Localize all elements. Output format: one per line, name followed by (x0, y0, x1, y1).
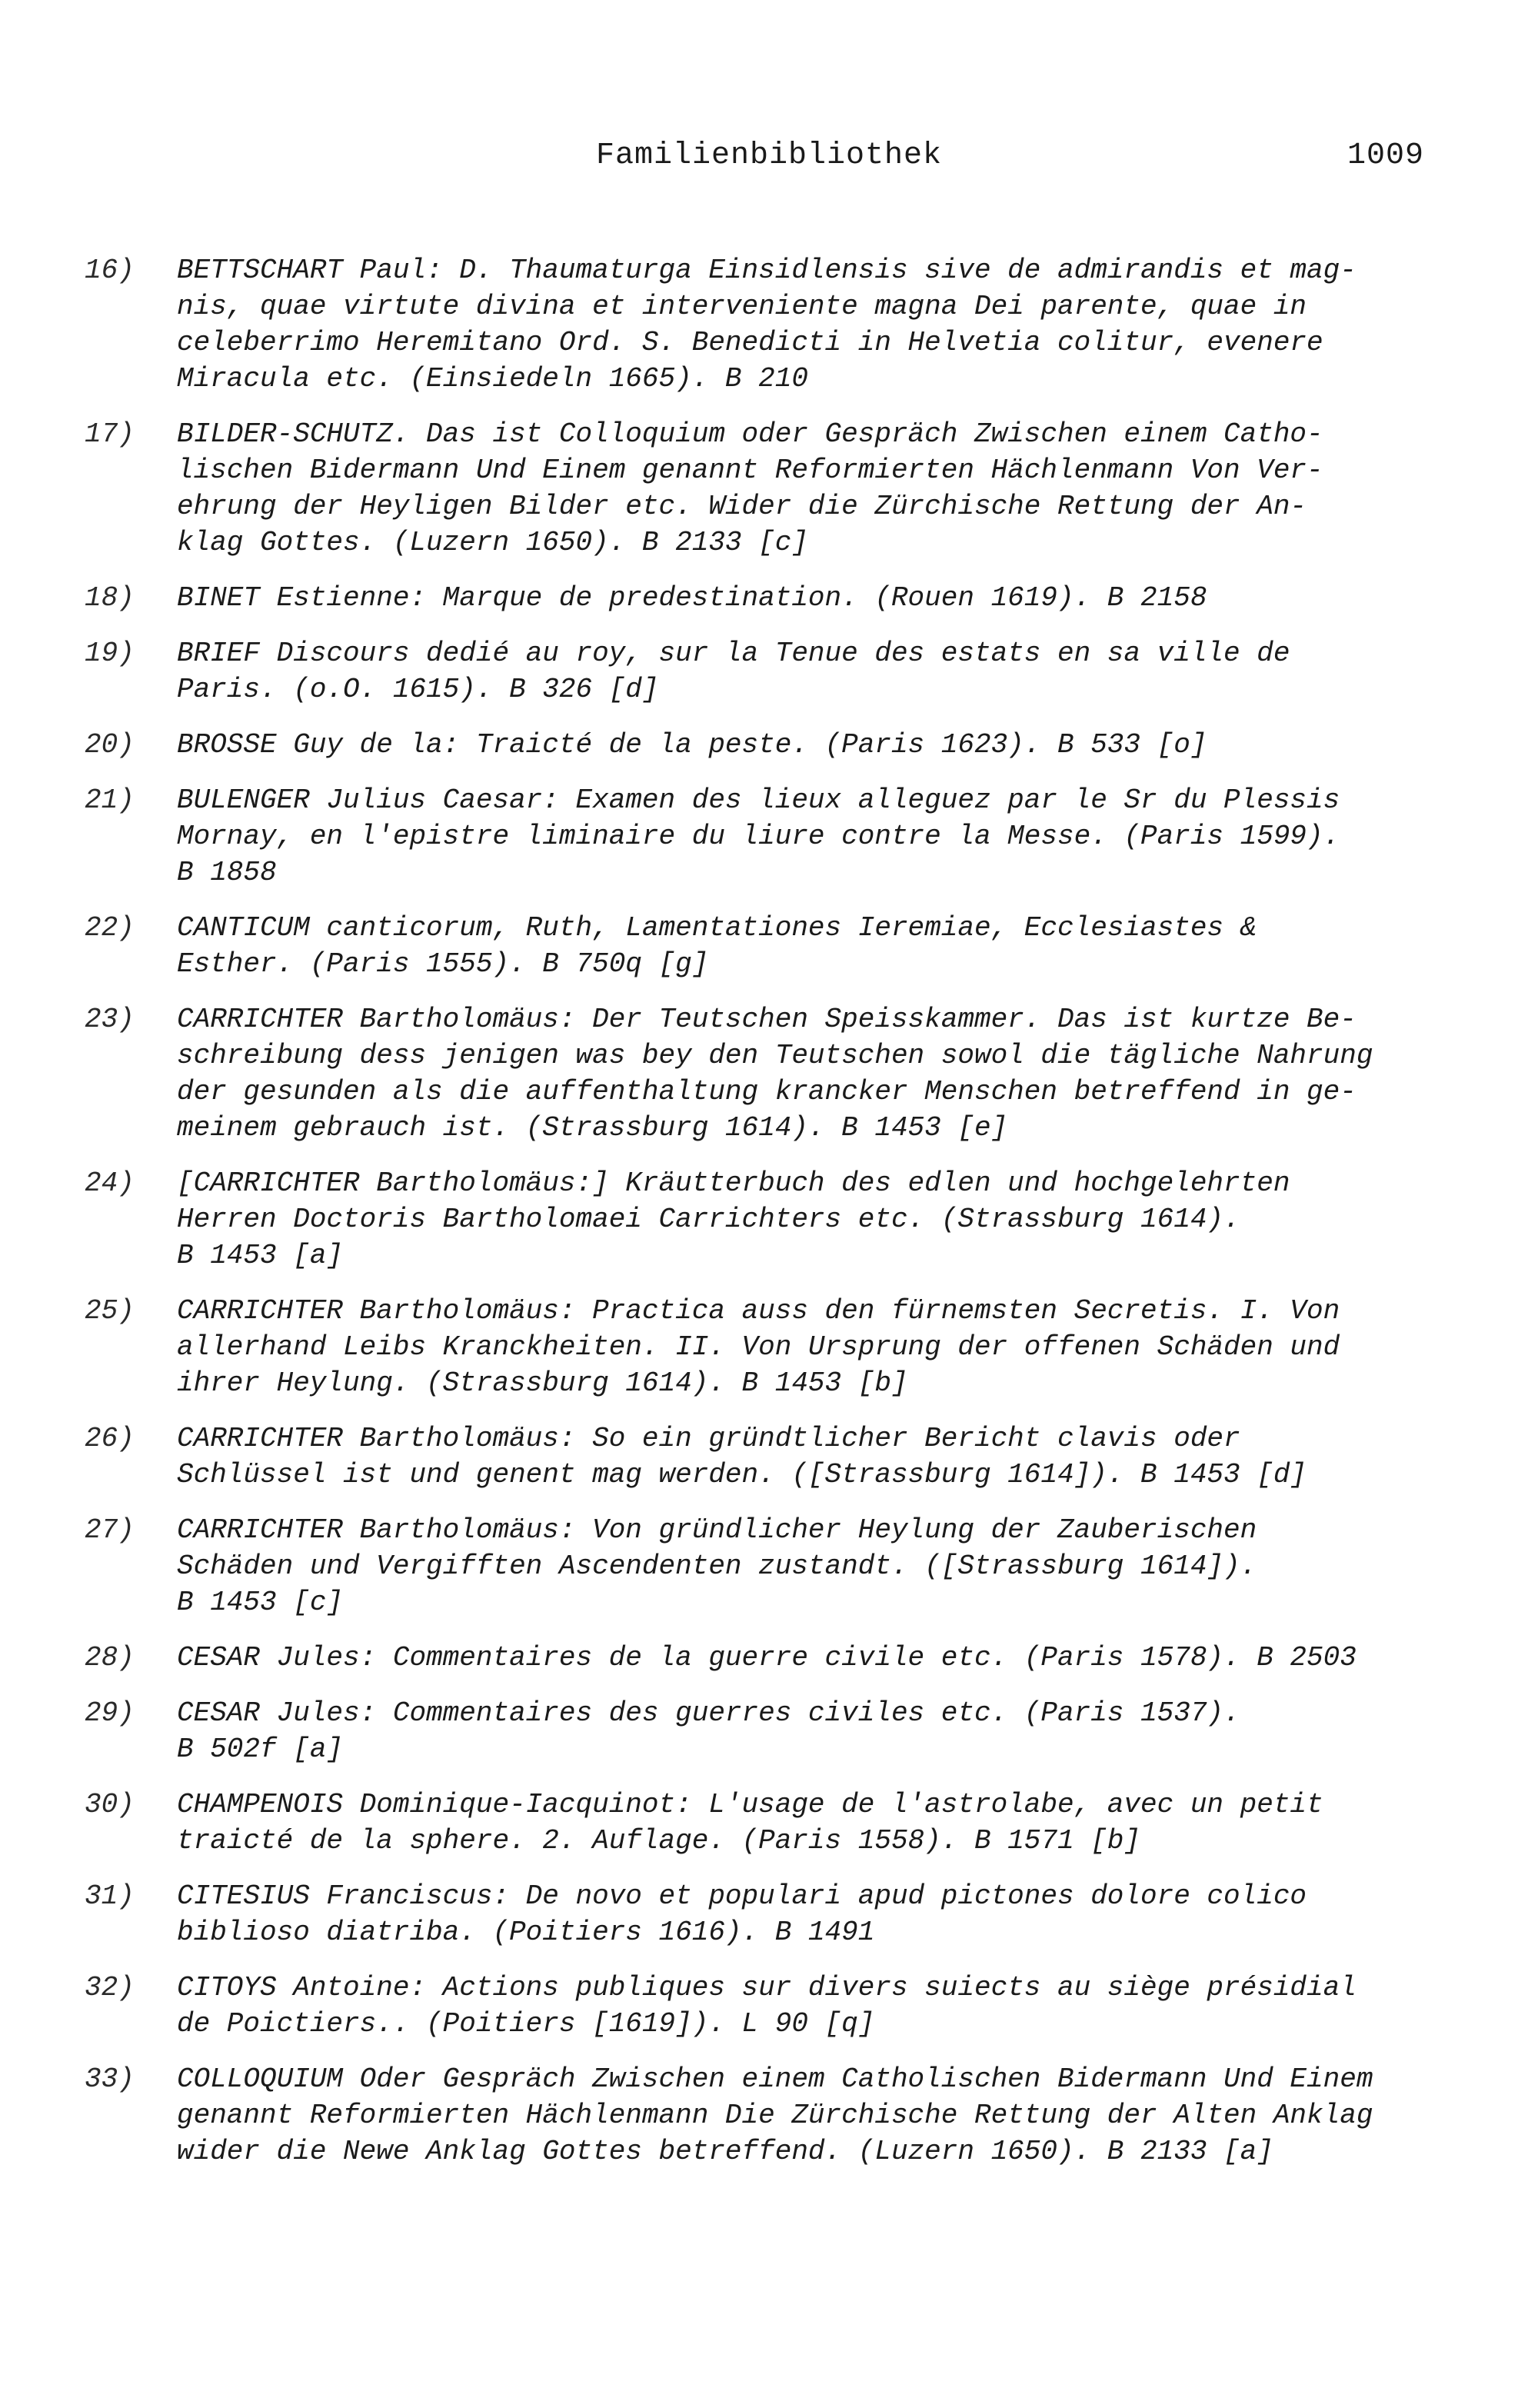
bibliography-entry (85, 580, 1438, 616)
entry-text: COLLOQUIUM Oder Gespräch Zwischen einem Catholischen Bidermann Und Einem genannt Reformierten Hächlenmann Die Zürchische Rettung der Alten Anklag wider die Newe Anklag Gottes betreffend. (Luzern 1650). B 2133 [a] (177, 2063, 1373, 2167)
entry-text: CARRICHTER Bartholomäus: Der Teutschen Speisskammer. Das ist kurtze Be- schreibung dess jenigen was bey den Teutschen sowol die tägliche Nahrung der gesunden als die auffenthaltung krancker Menschen betreffend in ge- meinem gebrauch ist. (Strassburg 1614). B 1453 [e] (177, 1004, 1373, 1144)
entry-text: BETTSCHART Paul: D. Thaumaturga Einsidlensis sive de admirandis et mag- nis, quae virtute divina et interveniente magna Dei parente, quae in celeberrimo Heremitano Ord. S. Benedicti in Helvetia colitur, evenere Miracula etc. (Einsiedeln 1665). B 210 (177, 255, 1357, 395)
entry-text: CANTICUM canticorum, Ruth, Lamentationes Ieremiae, Ecclesiastes & Esther. (Paris 1555). B 750q [g] (177, 912, 1257, 980)
entry-text: CESAR Jules: Commentaires des guerres civiles etc. (Paris 1537). B 502f [a] (177, 1697, 1240, 1765)
entry-number: 27) (85, 1514, 135, 1546)
entry-text: CITESIUS Franciscus: De novo et populari apud pictones dolore colico biblioso diatriba. (Poitiers 1616). B 1491 (177, 1880, 1307, 1948)
bibliography-entry (85, 635, 1438, 708)
page-header (0, 138, 1538, 185)
entry-text: BROSSE Guy de la: Traicté de la peste. (Paris 1623). B 533 [o] (177, 729, 1207, 761)
bibliography-entry (85, 2061, 1438, 2170)
entry-number: 23) (85, 1004, 135, 1035)
bibliography-entry (85, 1878, 1438, 1950)
entry-number: 30) (85, 1789, 135, 1820)
entry-text: CARRICHTER Bartholomäus: So ein gründtlicher Bericht clavis oder Schlüssel ist und genent mag werden. ([Strassburg 1614]). B 1453 [d] (177, 1423, 1307, 1490)
bibliography-entry (85, 252, 1438, 397)
bibliography-entry (85, 1640, 1438, 1676)
entry-text: BULENGER Julius Caesar: Examen des lieux alleguez par le Sr du Plessis Mornay, en l'epistre liminaire du liure contre la Messe. (Paris 1599). B 1858 (177, 784, 1340, 888)
entry-number: 28) (85, 1642, 135, 1674)
entry-text: CHAMPENOIS Dominique-Iacquinot: L'usage de l'astrolabe, avec un petit traicté de la sphere. 2. Auflage. (Paris 1558). B 1571 [b] (177, 1789, 1323, 1857)
bibliography-entry (85, 1001, 1438, 1146)
entry-number: 17) (85, 418, 135, 450)
entry-number: 25) (85, 1295, 135, 1327)
entry-number: 32) (85, 1972, 135, 2003)
entry-text: CARRICHTER Bartholomäus: Von gründlicher Heylung der Zauberischen Schäden und Vergifften Ascendenten zustandt. ([Strassburg 1614]). B 1453 [c] (177, 1514, 1257, 1618)
entry-number: 33) (85, 2063, 135, 2095)
entry-number: 18) (85, 582, 135, 614)
bibliography-list (85, 252, 1438, 2189)
page-number: 1009 (1347, 138, 1424, 173)
bibliography-entry (85, 416, 1438, 561)
entry-number: 16) (85, 255, 135, 286)
bibliography-entry (85, 1512, 1438, 1620)
bibliography-entry (85, 727, 1438, 763)
running-title: Familienbibliothek (595, 138, 943, 173)
entry-number: 21) (85, 784, 135, 816)
bibliography-entry (85, 1165, 1438, 1274)
entry-number: 19) (85, 638, 135, 669)
entry-number: 29) (85, 1697, 135, 1729)
bibliography-entry (85, 1787, 1438, 1859)
entry-number: 31) (85, 1880, 135, 1912)
entry-text: CITOYS Antoine: Actions publiques sur divers suiects au siège présidial de Poictiers.. (Poitiers [1619]). L 90 [q] (177, 1972, 1357, 2040)
entry-text: BINET Estienne: Marque de predestination. (Rouen 1619). B 2158 (177, 582, 1207, 614)
bibliography-entry (85, 1420, 1438, 1493)
bibliography-entry (85, 1293, 1438, 1401)
entry-number: 20) (85, 729, 135, 761)
bibliography-entry (85, 782, 1438, 891)
bibliography-entry (85, 1695, 1438, 1767)
entry-text: BRIEF Discours dedié au roy, sur la Tenue des estats en sa ville de Paris. (o.O. 1615). B 326 [d] (177, 638, 1290, 705)
bibliography-entry (85, 1970, 1438, 2042)
entry-text: CARRICHTER Bartholomäus: Practica auss den fürnemsten Secretis. I. Von allerhand Leibs Kranckheiten. II. Von Ursprung der offenen Schäden und ihrer Heylung. (Strassburg 1614). B 1453 [b] (177, 1295, 1340, 1399)
bibliography-entry (85, 910, 1438, 982)
entry-text: BILDER-SCHUTZ. Das ist Colloquium oder Gespräch Zwischen einem Catho- lischen Bidermann Und Einem genannt Reformierten Hächlenmann Von Ver- ehrung der Heyligen Bilder etc. Wider die Zürchische Rettung der An- klag Gottes. (Luzern 1650). B 2133 [c] (177, 418, 1323, 558)
entry-text: [CARRICHTER Bartholomäus:] Kräutterbuch des edlen und hochgelehrten Herren Doctoris Bartholomaei Carrichters etc. (Strassburg 1614). B 1453 [a] (177, 1167, 1290, 1271)
entry-number: 24) (85, 1167, 135, 1199)
entry-number: 22) (85, 912, 135, 944)
entry-number: 26) (85, 1423, 135, 1454)
entry-text: CESAR Jules: Commentaires de la guerre civile etc. (Paris 1578). B 2503 (177, 1642, 1357, 1674)
